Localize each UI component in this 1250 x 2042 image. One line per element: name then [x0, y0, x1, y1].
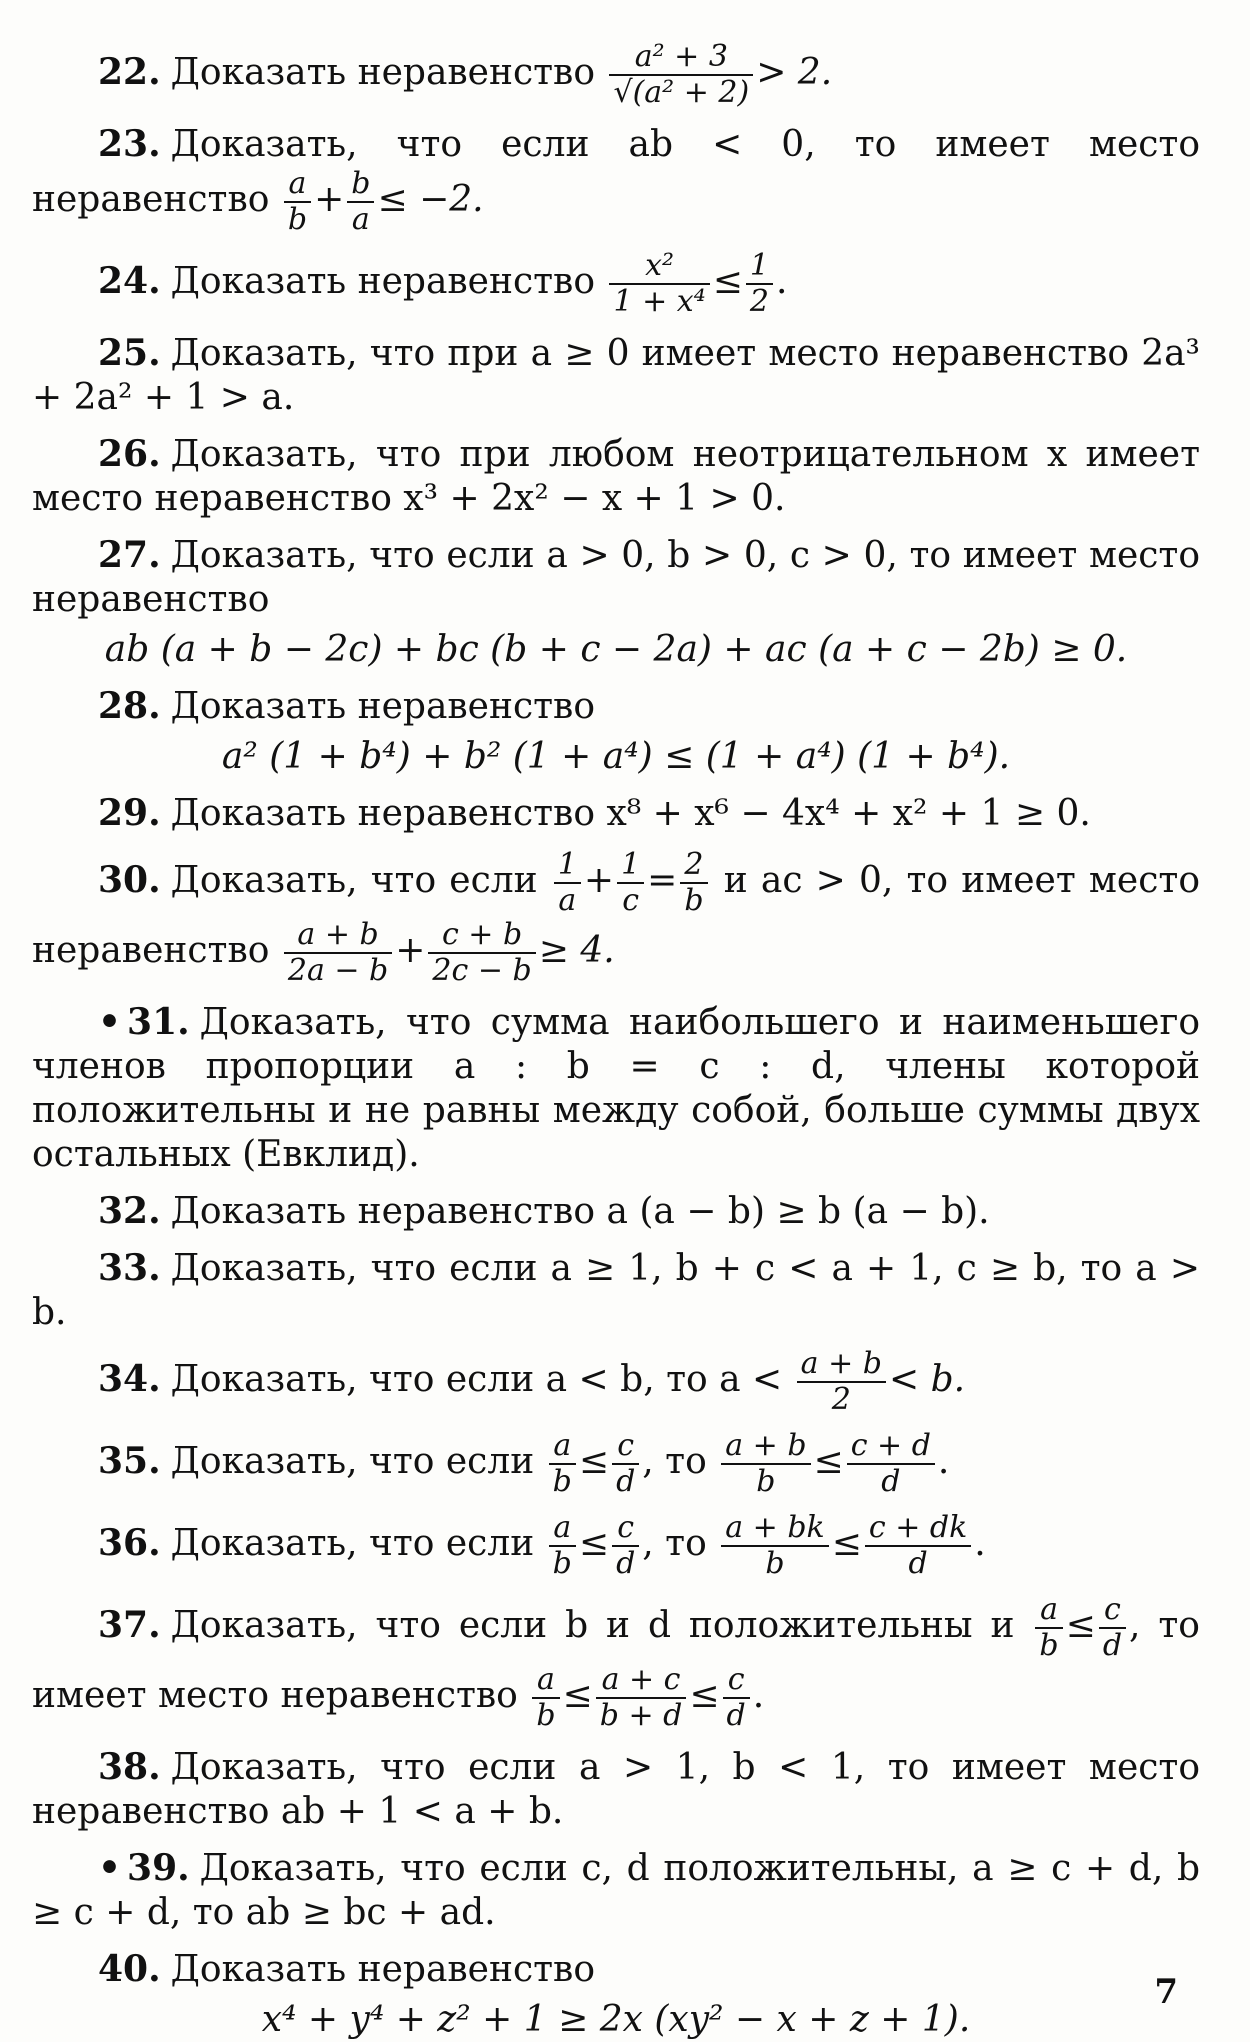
problem-text: Доказать, что сумма наибольшего и наименьшего членов пропорции a : b = c : d, члены которой положительны и не равны между собой, больше суммы двух остальных (Евклид).: [32, 1002, 1200, 1175]
problem-27: [32, 533, 1200, 672]
problem-29: [32, 791, 1200, 836]
operator: ≤: [578, 1441, 610, 1482]
problem-number: 23.: [98, 123, 161, 165]
denominator: d: [908, 1546, 928, 1581]
problem-30: [32, 848, 1200, 988]
problem-number: 38.: [98, 1746, 161, 1788]
operator: ≤: [813, 1441, 844, 1482]
numerator: c + d: [847, 1429, 935, 1465]
denominator: d: [616, 1546, 636, 1581]
denominator: b: [552, 1464, 572, 1499]
problem-text: , то: [642, 1523, 707, 1564]
problem-text: Доказать неравенство: [170, 261, 595, 302]
operator: ≤: [831, 1523, 862, 1564]
math-tail: .: [752, 1675, 765, 1716]
math-tail: .: [974, 1523, 986, 1564]
problem-26: [32, 432, 1200, 521]
operator: ≤: [712, 261, 743, 302]
numerator: a + b: [284, 918, 392, 954]
denominator: a: [351, 202, 370, 237]
problem-text: Доказать, что если: [170, 1523, 535, 1564]
problem-34: [32, 1347, 1200, 1417]
fraction: [721, 1429, 810, 1499]
problem-text: Доказать, что если a ≥ 1, b + c < a + 1, c ≥ b, то a > b.: [32, 1248, 1200, 1333]
fraction: [723, 1663, 750, 1733]
problem-text: , то: [642, 1441, 707, 1482]
denominator: √(a² + 2): [613, 75, 750, 110]
operator: +: [314, 179, 345, 220]
fraction: [865, 1511, 971, 1581]
fraction: [797, 1347, 886, 1417]
problem-31: [32, 1000, 1200, 1177]
problem-number: 33.: [98, 1247, 161, 1289]
fraction: [428, 918, 535, 988]
problem-number: 35.: [98, 1440, 161, 1482]
fraction: [554, 848, 581, 918]
math-tail: .: [775, 261, 788, 302]
numerator: c: [612, 1511, 639, 1547]
fraction: [609, 249, 709, 319]
operator: ≤: [689, 1675, 720, 1716]
display-formula: ab (a + b − 2c) + bc (b + c − 2a) + ac (a + c − 2b) ≥ 0.: [104, 629, 1128, 670]
problem-36: [32, 1511, 1200, 1581]
problem-22: [32, 40, 1200, 110]
problem-number: 27.: [98, 534, 161, 576]
fraction: [549, 1429, 576, 1499]
fraction: [549, 1511, 576, 1581]
operator: +: [583, 860, 615, 901]
problem-number: 29.: [98, 792, 161, 834]
problem-text: Доказать, что при a ≥ 0 имеет место неравенство 2a³ + 2a² + 1 > a.: [32, 333, 1200, 418]
denominator: b: [1039, 1628, 1059, 1663]
numerator: a: [284, 167, 311, 203]
operator: ≤: [578, 1523, 610, 1564]
fraction: [284, 167, 311, 237]
numerator: a: [1035, 1593, 1062, 1629]
fraction: [609, 40, 753, 110]
fraction: [680, 848, 707, 918]
fraction: [347, 167, 374, 237]
problem-33: [32, 1246, 1200, 1335]
denominator: 2a − b: [287, 953, 389, 988]
problem-text: , то имеет место неравенство: [32, 1605, 1200, 1716]
operator: ≤: [1065, 1605, 1096, 1646]
math-tail: ≤ −2.: [377, 179, 484, 220]
page-number: 7: [1154, 1972, 1178, 2012]
numerator: a² + 3: [609, 40, 753, 76]
numerator: 1: [617, 848, 644, 884]
numerator: c + dk: [865, 1511, 971, 1547]
problem-text: Доказать неравенство: [170, 686, 595, 727]
numerator: 1: [554, 848, 581, 884]
numerator: a + b: [797, 1347, 886, 1383]
problem-text: Доказать неравенство: [170, 1949, 595, 1990]
denominator: b: [287, 202, 308, 237]
problem-number: 25.: [98, 332, 161, 374]
operator: +: [395, 930, 426, 971]
fraction: [721, 1511, 828, 1581]
star-mark: •: [98, 1001, 122, 1043]
denominator: d: [726, 1698, 746, 1733]
fraction: [617, 848, 644, 918]
problem-number: 37.: [98, 1604, 161, 1646]
problem-number: 28.: [98, 685, 161, 727]
fraction: [1035, 1593, 1062, 1663]
problem-28: [32, 684, 1200, 779]
numerator: c: [612, 1429, 639, 1465]
numerator: a: [532, 1663, 559, 1699]
problem-text: и ac > 0, то имеет место неравенство: [32, 860, 1200, 971]
numerator: 2: [680, 848, 707, 884]
operator: ≤: [562, 1675, 593, 1716]
problem-39: [32, 1846, 1200, 1935]
numerator: a: [549, 1429, 576, 1465]
denominator: b: [756, 1464, 776, 1499]
problem-number: 32.: [98, 1190, 161, 1232]
problem-25: [32, 331, 1200, 420]
denominator: b: [536, 1698, 556, 1733]
problem-35: [32, 1429, 1200, 1499]
numerator: c + b: [428, 918, 535, 954]
problem-37: [32, 1593, 1200, 1733]
math-tail: ≥ 4.: [538, 930, 615, 971]
numerator: a + c: [596, 1663, 687, 1699]
problem-32: [32, 1189, 1200, 1234]
problem-number: 22.: [98, 51, 161, 93]
denominator: b: [765, 1546, 785, 1581]
problem-40: [32, 1947, 1200, 2042]
fraction: [1099, 1593, 1126, 1663]
math-tail: > 2.: [756, 52, 833, 93]
problem-number: 31.: [127, 1001, 190, 1043]
fraction: [612, 1511, 639, 1581]
problem-text: Доказать, что если a > 1, b < 1, то имеет место неравенство ab + 1 < a + b.: [32, 1747, 1200, 1832]
star-mark: •: [98, 1847, 122, 1889]
denominator: c: [622, 883, 640, 918]
problem-text: Доказать, что если a > 0, b > 0, c > 0, то имеет место неравенство: [32, 535, 1200, 620]
denominator: b + d: [599, 1698, 683, 1733]
denominator: 2: [831, 1382, 851, 1417]
fraction: [284, 918, 392, 988]
problem-text: Доказать, что при любом неотрицательном x имеет место неравенство x³ + 2x² − x + 1 > 0.: [32, 434, 1200, 519]
denominator: a: [558, 883, 577, 918]
operator: =: [647, 860, 678, 901]
fraction: [746, 249, 773, 319]
fraction: [612, 1429, 639, 1499]
fraction: [847, 1429, 935, 1499]
numerator: b: [347, 167, 374, 203]
problem-text: Доказать, что если c, d положительны, a ≥ c + d, b ≥ c + d, то ab ≥ bc + ad.: [32, 1848, 1200, 1933]
fraction: [532, 1663, 559, 1733]
numerator: a: [549, 1511, 576, 1547]
problem-text: Доказать, что если: [170, 860, 538, 901]
problem-number: 30.: [98, 859, 161, 901]
denominator: 2c − b: [432, 953, 532, 988]
problem-number: 39.: [127, 1847, 190, 1889]
fraction: [596, 1663, 687, 1733]
numerator: 1: [746, 249, 773, 285]
denominator: b: [684, 883, 704, 918]
denominator: d: [616, 1464, 636, 1499]
math-tail: < b.: [888, 1359, 966, 1400]
numerator: c: [723, 1663, 750, 1699]
problem-number: 24.: [98, 260, 161, 302]
denominator: 2: [749, 284, 769, 319]
denominator: 1 + x⁴: [613, 284, 706, 319]
problem-text: Доказать, что если: [170, 1441, 535, 1482]
numerator: a + b: [721, 1429, 810, 1465]
problem-number: 36.: [98, 1522, 161, 1564]
numerator: c: [1099, 1593, 1126, 1629]
problem-text: Доказать неравенство a (a − b) ≥ b (a − b).: [170, 1191, 990, 1232]
problem-text: Доказать неравенство: [170, 52, 595, 93]
denominator: d: [881, 1464, 901, 1499]
problem-number: 26.: [98, 433, 161, 475]
problem-number: 34.: [98, 1358, 161, 1400]
problem-23: [32, 122, 1200, 237]
denominator: d: [1102, 1628, 1123, 1663]
problem-text: Доказать, что если ab < 0, то имеет место неравенство: [32, 124, 1200, 220]
problem-text: Доказать, что если a < b, то a <: [170, 1359, 783, 1400]
numerator: a + bk: [721, 1511, 828, 1547]
denominator: b: [552, 1546, 572, 1581]
display-formula: x⁴ + y⁴ + z² + 1 ≥ 2x (xy² − x + z + 1).: [261, 1999, 971, 2040]
problem-text: Доказать неравенство x⁸ + x⁶ − 4x⁴ + x² + 1 ≥ 0.: [170, 793, 1091, 834]
problem-24: [32, 249, 1200, 319]
problem-text: Доказать, что если b и d положительны и: [170, 1605, 1015, 1646]
math-tail: .: [937, 1441, 950, 1482]
numerator: x²: [609, 249, 709, 285]
problem-number: 40.: [98, 1948, 161, 1990]
problem-38: [32, 1745, 1200, 1834]
display-formula: a² (1 + b⁴) + b² (1 + a⁴) ≤ (1 + a⁴) (1 + b⁴).: [221, 736, 1011, 777]
